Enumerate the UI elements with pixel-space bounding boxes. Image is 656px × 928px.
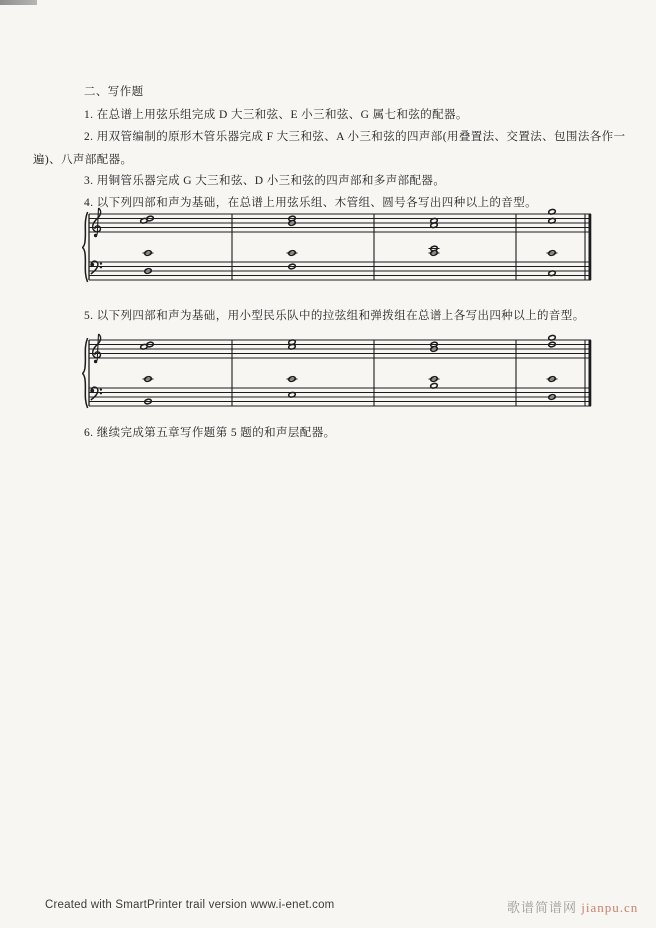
question-item-1: 1. 在总谱上用弦乐组完成 D 大三和弦、E 小三和弦、G 属七和弦的配器。 [84,109,468,121]
question-item-2-line-2: 遍)、八声部配器。 [33,154,133,166]
question-item-4: 4. 以下列四部和声为基础，在总谱上用弦乐组、木管组、圆号各写出四种以上的音型。 [84,197,537,209]
section-heading [84,83,144,99]
site-watermark [507,897,638,916]
staff-system-exercise-4 [82,204,627,296]
site-watermark-name: 歌谱简谱网 [507,900,578,915]
staff-system-exercise-5 [82,330,627,422]
question-item-3: 3. 用铜管乐器完成 G 大三和弦、D 小三和弦的四声部和多声部配器。 [84,175,446,187]
scan-edge-artifact [0,0,37,5]
question-item-6: 6. 继续完成第五章写作题第 5 题的和声层配器。 [84,427,336,439]
question-item-2-line-1: 2. 用双管编制的原形木管乐器完成 F 大三和弦、A 小三和弦的四声部(用叠置法、交置法、包围法各作一 [84,131,626,143]
printer-watermark-text: Created with SmartPrinter trail version www.i-enet.com [45,899,335,911]
section-heading-text: 二、写作题 [84,86,144,98]
question-item-5: 5. 以下列四部和声为基础，用小型民乐队中的拉弦组和弹拨组在总谱上各写出四种以上的音型。 [84,310,585,322]
site-watermark-url: jianpu.cn [581,900,639,915]
